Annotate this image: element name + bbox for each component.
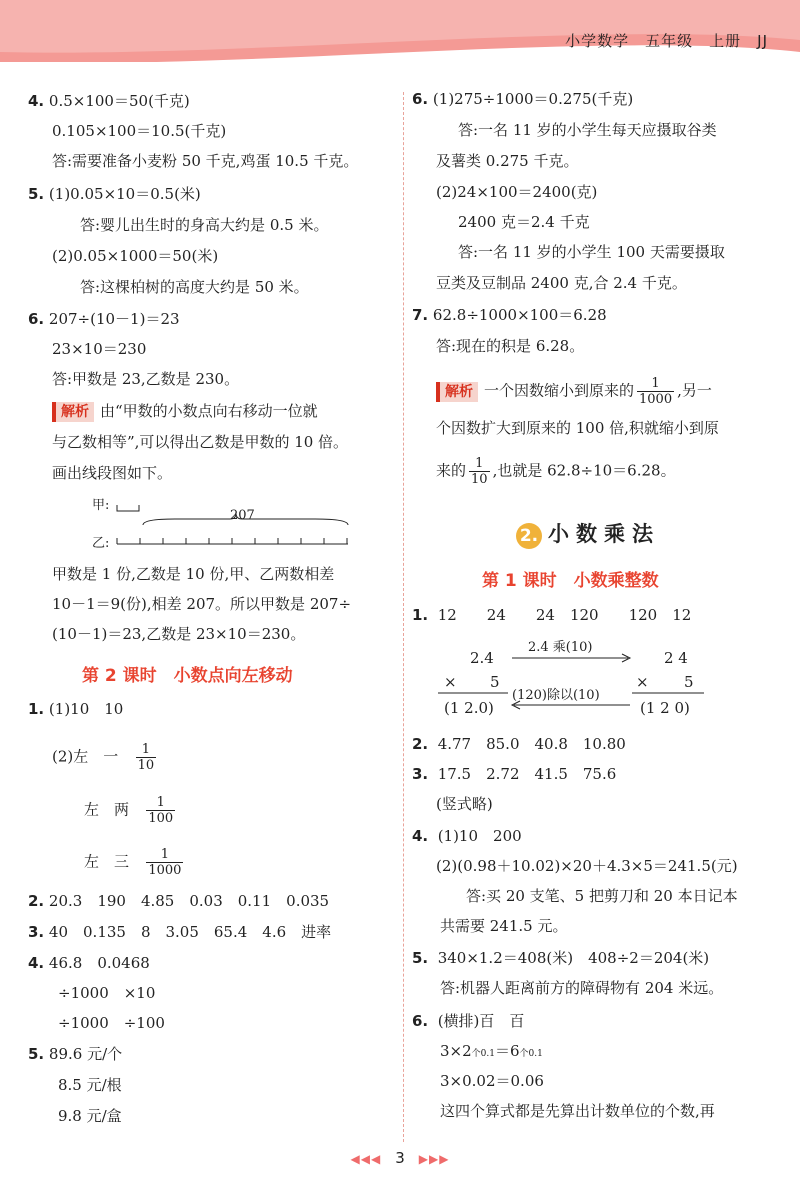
column-divider: [403, 92, 404, 1142]
l2-q1-r3: 左 三: [84, 852, 130, 871]
r-q6-3: 及薯类 0.275 千克。: [436, 152, 579, 170]
vc-lines: [436, 650, 708, 710]
l1-q6-2: 3×2个0.1＝6个0.1: [440, 1042, 543, 1060]
l1-q4-1: (1)10 200: [437, 827, 522, 845]
l2-q1-a: (1)10 10: [48, 700, 124, 718]
r-analysis-1: 一个因数缩小到原来的: [484, 381, 635, 400]
r-analysis-5: 也就是 62.8÷10＝6.28。: [497, 461, 676, 480]
l-q5-line2: (2)0.05×1000＝50(米): [52, 247, 219, 265]
l-explain-3: (10－1)＝23,乙数是 23×10＝230。: [52, 625, 306, 643]
l2-q4-1: 46.8 0.0468: [48, 954, 150, 972]
l-explain-2: 10－1＝9(份),相差 207。所以甲数是 207÷: [52, 595, 352, 613]
vc-arrow-top-label: 2.4 乘(10): [528, 640, 593, 655]
prev-arrows-icon: ◀◀◀: [350, 1152, 382, 1166]
lesson2-title: 第 2 课时 小数点向左移动: [82, 666, 293, 686]
l1-q5-2: 答:机器人距离前方的障碍物有 204 米远。: [440, 979, 724, 997]
l-q6-answer: 答:甲数是 23,乙数是 230。: [52, 370, 240, 388]
section-number: 2.: [516, 523, 542, 549]
r-analysis-3: 个因数扩大到原来的 100 倍,积就缩小到原: [436, 419, 719, 437]
l2-frac-100: $\frac{1}{100}$: [148, 795, 174, 826]
l1-q6-4: 这四个算式都是先算出计数单位的个数,再: [440, 1102, 715, 1120]
diagram-yi-label: 乙:: [92, 536, 110, 551]
r-q6-6: 答:一名 11 岁的小学生 100 天需要摄取: [458, 243, 725, 261]
l-q5-ans1: 答:婴儿出生时的身高大约是 0.5 米。: [80, 216, 329, 234]
vc-a-five: 5: [490, 673, 500, 691]
l1-q6-3: 3×0.02＝0.06: [440, 1072, 544, 1090]
r-analysis-tag: 解析: [436, 382, 478, 402]
r-q6-1: (1)275÷1000＝0.275(千克): [432, 90, 634, 108]
l2-q2: 20.3 190 4.85 0.03 0.11 0.035: [48, 892, 330, 910]
page-header: [0, 0, 800, 62]
l2-q5-1: 89.6 元/个: [48, 1045, 123, 1063]
vc-b-mul: ×: [636, 673, 649, 691]
l2-frac-10: $\frac{1}{10}$: [137, 742, 155, 773]
l1-q2: 4.77 85.0 40.8 10.80: [437, 735, 626, 753]
l-q4-answer: 答:需要准备小麦粉 50 千克,鸡蛋 10.5 千克。: [52, 152, 359, 170]
l1-q1: 12 24 24 120 120 12: [437, 606, 692, 624]
l1-q4-3: 答:买 20 支笔、5 把剪刀和 20 本日记本: [466, 887, 738, 905]
l1-q4-2: (2)(0.98＋10.02)×20＋4.3×5＝241.5(元): [436, 857, 738, 875]
diagram-lines: [115, 495, 355, 550]
l-q5-ans2: 答:这棵柏树的高度大约是 50 米。: [80, 278, 309, 296]
diagram-jia-label: 甲:: [92, 498, 110, 513]
header-info: 小学数学 五年级 上册 JJ: [565, 32, 768, 50]
l-explain-1: 甲数是 1 份,乙数是 10 份,甲、乙两数相差: [52, 565, 335, 583]
l-q5-line1: (1)0.05×10＝0.5(米): [48, 185, 201, 203]
analysis-tag: 解析: [52, 402, 94, 422]
diagram-total: 207: [230, 508, 255, 523]
l2-q4-3: ÷1000 ÷100: [58, 1014, 165, 1032]
page-number: 3: [395, 1149, 405, 1167]
vc-b-five: 5: [684, 673, 694, 691]
l-analysis-2: 与乙数相等”,可以得出乙数是甲数的 10 倍。: [52, 433, 349, 451]
l-analysis-1: 由“甲数的小数点向右移动一位就: [100, 402, 318, 420]
l-q4-line2: 0.105×100＝10.5(千克): [52, 122, 227, 140]
l1-q3b: (竖式略): [436, 795, 493, 813]
l2-q1-r2: 左 两: [84, 800, 130, 819]
vc-a-result: (1 2.0): [444, 699, 494, 717]
r-q7-1: 62.8÷1000×100＝6.28: [432, 306, 607, 324]
l2-q5-2: 8.5 元/根: [58, 1076, 122, 1094]
r-analysis-2: 另一: [681, 381, 712, 400]
r-frac-1000: $\frac{1}{1000}$: [639, 376, 673, 407]
l1-q3: 17.5 2.72 41.5 75.6: [437, 765, 617, 783]
l-q4-line1: 0.5×100＝50(千克): [48, 92, 190, 110]
l2-q4-2: ÷1000 ×10: [58, 984, 156, 1002]
vc-b-result: (1 2 0): [640, 699, 690, 717]
l2-q5-3: 9.8 元/盒: [58, 1107, 122, 1125]
l2-q1-b: (2)左 一: [52, 747, 119, 766]
l-q6-line2: 23×10＝230: [52, 340, 147, 358]
r-q6-2: 答:一名 11 岁的小学生每天应摄取谷类: [458, 121, 717, 139]
l1-q6-1: (横排)百 百: [437, 1012, 525, 1030]
r-q6-7: 豆类及豆制品 2400 克,合 2.4 千克。: [436, 274, 687, 292]
l2-q3: 40 0.135 8 3.05 65.4 4.6 进率: [48, 923, 332, 941]
section-title: 2. 小数乘法: [516, 518, 660, 549]
vc-b-top: 2 4: [664, 649, 688, 667]
l-analysis-3: 画出线段图如下。: [52, 464, 173, 482]
r-analysis-4: 来的: [436, 461, 467, 480]
r-q6-5: 2400 克＝2.4 千克: [458, 213, 590, 231]
l2-frac-1000: $\frac{1}{1000}$: [148, 847, 182, 878]
vc-a-mul: ×: [444, 673, 457, 691]
lesson1-title: 第 1 课时 小数乘整数: [482, 571, 659, 591]
vc-a-top: 2.4: [470, 649, 494, 667]
vc-arrow-bottom-label: (120)除以(10): [512, 688, 600, 703]
r-frac-10: $\frac{1}{10}$: [471, 456, 488, 487]
l1-q4-4: 共需要 241.5 元。: [440, 917, 568, 935]
l-q6-line1: 207÷(10－1)＝23: [48, 310, 180, 328]
l1-q5-1: 340×1.2＝408(米) 408÷2＝204(米): [437, 949, 710, 967]
r-q7-2: 答:现在的积是 6.28。: [436, 337, 585, 355]
next-arrows-icon: ▶▶▶: [418, 1152, 450, 1166]
r-q6-4: (2)24×100＝2400(克): [436, 183, 598, 201]
page-footer: [0, 1148, 800, 1167]
